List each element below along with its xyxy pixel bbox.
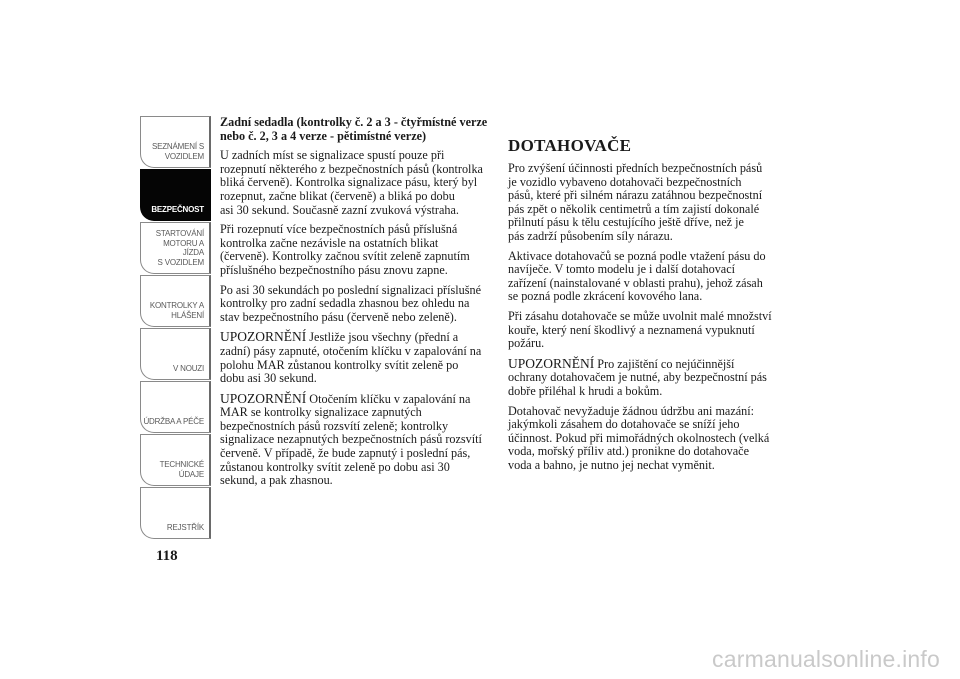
paragraph: Při rozepnutí více bezpečnostních pásů příslušná kontrolka začne nezávisle na ostatních blikat (červeně). Kontrolky začnou svítit zeleně zapnutím příslušného bezpečnostního pásu znovu zapne.	[220, 222, 470, 277]
tab-rejstrik[interactable]	[140, 487, 211, 539]
left-column	[220, 116, 493, 494]
paragraph: Dotahovač nevyžaduje žádnou údržbu ani mazání: jakýmkoli zásahem do dotahovače se sníží jeho účinnost. Pokud při mimořádných okolnostech (velká voda, mořský příliv atd.) pronikne do dotahovače voda a bahno, je nutno jej nechat vyměnit.	[508, 403, 770, 472]
tab-label: V NOUZI	[172, 363, 204, 373]
tab-kontrolky-a-hlaseni[interactable]	[140, 275, 211, 327]
tab-label: TECHNICKÉ ÚDAJE	[159, 460, 204, 479]
tab-label: BEZPEČNOST	[151, 204, 204, 214]
warning-label: UPOZORNĚNÍ	[220, 329, 307, 345]
warning-text: Pro zajištění co nejúčinnější ochrany dotahovačem je nutné, aby bezpečnostní pás dobře přiléhal k hrudi a bokům.	[508, 356, 767, 398]
paragraph: Pro zvýšení účinnosti předních bezpečnostních pásů je vozidlo vybaveno dotahovači bezpečnostních pásů, které při silném nárazu zatáhnou bezpečnostní pás zpět o několik centimetrů a tím zajistí dokonalé přilnutí pásu k tělu cestujícího ještě dříve, než je pás zadrží působením síly nárazu.	[508, 161, 763, 243]
right-column	[508, 116, 786, 478]
paragraph: Při zásahu dotahovače se může uvolnit malé množství kouře, který není škodlivý a neznamená vypuknutí požáru.	[508, 308, 772, 351]
tab-startovani-motoru[interactable]	[140, 222, 211, 274]
warning-note	[508, 357, 786, 399]
tab-label: ÚDRŽBA A PÉČE	[143, 416, 204, 426]
paragraph: U zadních míst se signalizace spustí pouze při rozepnutí některého z bezpečnostních pásů (kontrolka bliká červeně). Kontrolka signalizace pásu, který byl rozepnut, začne blikat (červeně) a bliká po dobu asi 30 sekund. Současně zazní zvuková výstraha.	[220, 148, 483, 217]
section-title: DOTAHOVAČE	[508, 136, 632, 155]
tab-label: KONTROLKY A HLÁŠENÍ	[149, 301, 204, 320]
warning-note	[220, 392, 493, 488]
paragraph: Po asi 30 sekundách po poslední signalizaci příslušné kontrolky pro zadní sedadla zhasnou bez ohledu na stav bezpečnostního pásu (červeně nebo zeleně).	[220, 282, 481, 324]
tab-label: SEZNÁMENÍ S VOZIDLEM	[151, 142, 204, 161]
subheading: Zadní sedadla (kontrolky č. 2 a 3 - čtyřmístné verze nebo č. 2, 3 a 4 verze - pětimístné verze)	[220, 115, 488, 143]
tab-bezpecnost[interactable]	[140, 169, 211, 221]
tab-technicke-udaje[interactable]	[140, 434, 211, 486]
tab-label: REJSTŘÍK	[166, 522, 204, 532]
watermark-text: carmanualsonline.info	[712, 646, 940, 672]
warning-note	[220, 330, 493, 385]
tab-seznameni-s-vozidlem[interactable]	[140, 116, 211, 168]
tab-label: STARTOVÁNÍ MOTORU A JÍZDA S VOZIDLEM	[155, 229, 204, 267]
warning-label: UPOZORNĚNÍ	[508, 355, 595, 371]
page-number: 118	[156, 548, 178, 564]
tab-v-nouzi[interactable]	[140, 328, 211, 380]
paragraph: Aktivace dotahovačů se pozná podle vtažení pásu do navíječe. V tomto modelu je i další dotahovací zařízení (nainstalované v oblasti prahu), jehož zásah se pozná podle zkrácení kovového lana.	[508, 248, 766, 304]
warning-label: UPOZORNĚNÍ	[220, 390, 307, 406]
warning-text: Otočením klíčku v zapalování na MAR se kontrolky signalizace zapnutých bezpečnostních pásů rozsvítí zeleně; kontrolky signalizace nezapnutých bezpečnostních pásů rozsvítí červeně. V případě, že bude zapnutý i poslední pás, zůstanou kontrolky svítit zeleně po dobu asi 30 sekund, a pak zhasnou.	[220, 391, 482, 488]
tab-udrzba-a-pece[interactable]	[140, 381, 211, 433]
warning-text: Jestliže jsou všechny (přední a zadní) pásy zapnuté, otočením klíčku v zapalování na polohu MAR zůstanou kontrolky svítit zeleně po dobu asi 30 sekund.	[220, 330, 482, 386]
